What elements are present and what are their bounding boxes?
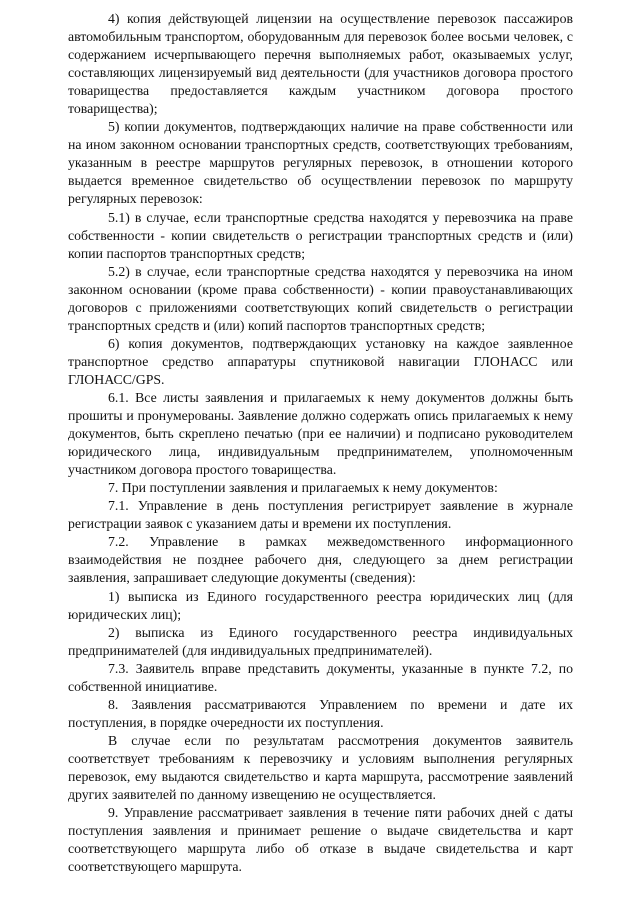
paragraph-item-8-order-of-review: 8. Заявления рассматриваются Управлением по времени и дате их поступления, в порядке очередности их поступления.: [68, 696, 573, 730]
paragraph-item-7-3-own-initiative: 7.3. Заявитель вправе представить документы, указанные в пункте 7.2, по собственной инициативе.: [68, 660, 573, 694]
paragraph-item-6-1-binding: 6.1. Все листы заявления и прилагаемых к нему документов должны быть прошиты и пронумерованы. Заявление должно содержать опись прилагаемых к нему документов, быть скреплено печатью (при ее наличии) и подписано руководителем юридического лица, индивидуальным предпринимателем, уполномоченным участником договора простого товарищества.: [68, 389, 573, 478]
paragraph-subitem-1-legal-entities: 1) выписка из Единого государственного реестра юридических лиц (для юридических лиц);: [68, 588, 573, 622]
paragraph-item-5-vehicle-documents: 5) копии документов, подтверждающих наличие на праве собственности или на ином законном основании транспортных средств, соответствующих требованиям, указанным в реестре маршрутов регулярных перевозок, в отношении которого выдается временное свидетельство об осуществлении перевозок по маршруту регулярных перевозок:: [68, 119, 573, 207]
paragraph-item-9-decision: 9. Управление рассматривает заявления в течение пяти рабочих дней с даты поступления заявления и принимает решение о выдаче свидетельства и карт соответствующего маршрута либо об отказе в выдаче свидетельства и карт соответствующего маршрута.: [68, 805, 573, 875]
paragraph-item-7-receipt: 7. При поступлении заявления и прилагаемых к нему документов:: [108, 480, 498, 496]
paragraph-subitem-2-entrepreneurs: 2) выписка из Единого государственного реестра индивидуальных предпринимателей (для индивидуальных предпринимателей).: [68, 624, 573, 658]
paragraph-item-5-1-ownership: 5.1) в случае, если транспортные средства находятся у перевозчика на праве собственности - копии свидетельств о регистрации транспортных средств и (или) копии паспортов транспортных средств;: [68, 209, 573, 261]
paragraph-item-5-2-other-legal-basis: 5.2) в случае, если транспортные средства находятся у перевозчика на ином законном основании (кроме права собственности) - копии правоустанавливающих договоров с приложениями соответствующих копий свидетельств о регистрации транспортных средств и (или) копий паспортов транспортных средств;: [68, 263, 573, 333]
paragraph-item-6-glonass: 6) копия документов, подтверждающих установку на каждое заявленное транспортное средство аппаратуры спутниковой навигации ГЛОНАСС или ГЛОНАСС/GPS.: [68, 335, 573, 387]
document-body: [68, 10, 573, 876]
paragraph-item-7-2-interagency-request: 7.2. Управление в рамках межведомственного информационного взаимодействия не позднее рабочего дня, следующего за днем регистрации заявления, запрашивает следующие документы (сведения):: [68, 534, 573, 586]
paragraph-compliance-case: В случае если по результатам рассмотрения документов заявитель соответствует требованиям к перевозчику и условиям выполнения регулярных перевозок, ему выдаются свидетельство и карта маршрута, рассмотрение заявлений других заявителей по данному извещению не осуществляется.: [68, 732, 573, 803]
paragraph-item-4-license: 4) копия действующей лицензии на осуществление перевозок пассажиров автомобильным транспортом, оборудованным для перевозок более восьми человек, с содержанием исчерпывающего перечня выполняемых работ, оказываемых услуг, составляющих лицензируемый вид деятельности (для участников договора простого товарищества предоставляется каждым участником договора простого товарищества);: [68, 11, 573, 117]
paragraph-item-7-1-registration: 7.1. Управление в день поступления регистрирует заявление в журнале регистрации заявок с указанием даты и времени их поступления.: [68, 498, 573, 532]
